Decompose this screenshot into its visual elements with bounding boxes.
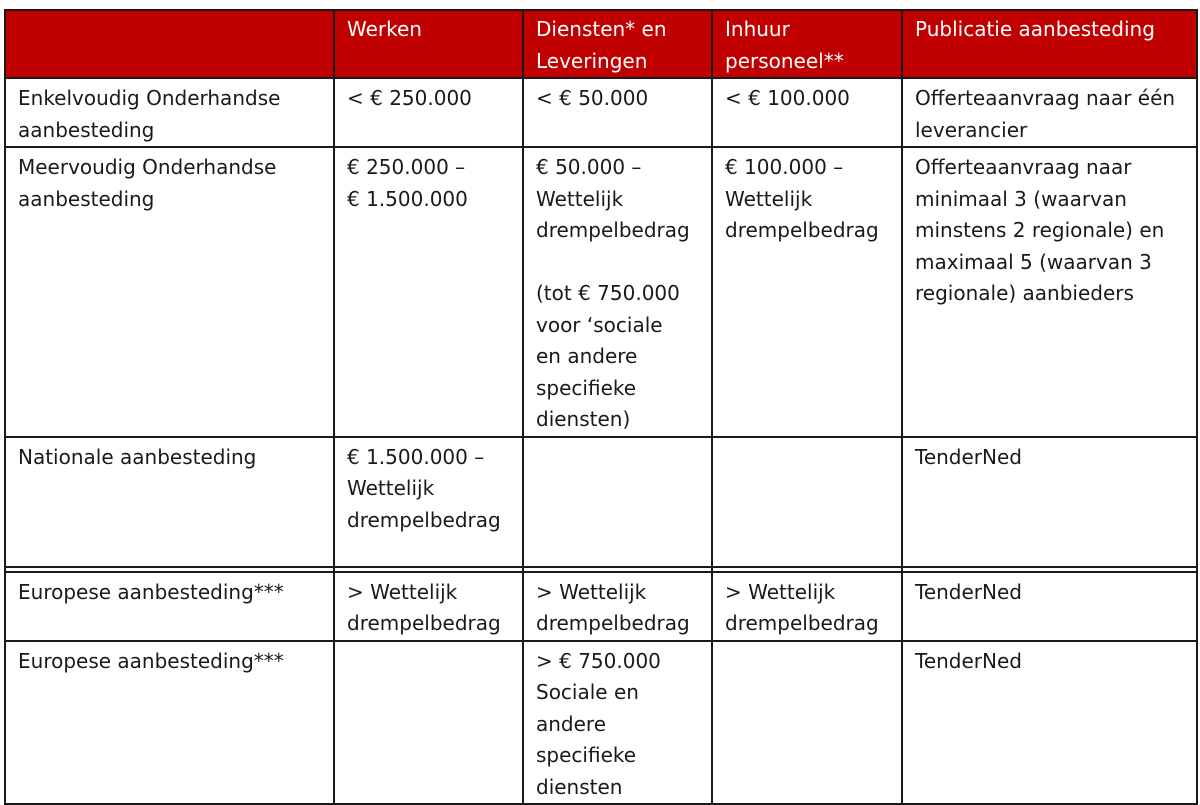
cell-werken [334, 78, 523, 147]
header-cell-diensten [523, 10, 712, 78]
cell-diensten [523, 437, 712, 567]
cell-inhuur-text: € 100.000 – Wettelijk drempelbedrag [725, 155, 879, 242]
header-label-werken: Werken [347, 17, 422, 41]
cell-type [5, 641, 334, 805]
procurement-thresholds-table [4, 9, 1198, 805]
header-label-publicatie: Publicatie aanbesteding [915, 17, 1155, 41]
cell-type-text: Enkelvoudig Onderhandse aanbesteding [18, 86, 281, 142]
cell-diensten-text: < € 50.000 [536, 86, 649, 110]
cell-publicatie [902, 641, 1197, 805]
cell-type [5, 147, 334, 437]
cell-werken-text: € 1.500.000 – Wettelijk drempelbedrag [347, 444, 501, 532]
header-label-inhuur: Inhuur personeel** [725, 17, 844, 73]
cell-type [5, 78, 334, 147]
cell-type-text: Meervoudig Onderhandse aanbesteding [18, 155, 277, 211]
cell-publicatie [902, 78, 1197, 147]
cell-werken-text: € 250.000 – € 1.500.000 [347, 155, 468, 211]
cell-inhuur-text: < € 100.000 [725, 86, 850, 110]
table-row [5, 78, 1197, 147]
cell-publicatie [902, 147, 1197, 437]
cell-type [5, 437, 334, 567]
table-row [5, 572, 1197, 641]
cell-inhuur [712, 147, 902, 437]
cell-werken-text: > Wettelijk drempelbedrag [347, 579, 501, 635]
table-row [5, 437, 1197, 567]
cell-type [5, 572, 334, 641]
cell-type-text: Europese aanbesteding*** [18, 648, 284, 673]
cell-diensten [523, 78, 712, 147]
cell-inhuur [712, 641, 902, 805]
cell-werken [334, 437, 523, 567]
table-body [5, 78, 1197, 804]
cell-diensten [523, 641, 712, 805]
cell-publicatie-text: TenderNed [915, 648, 1022, 673]
table-row [5, 147, 1197, 437]
cell-werken-text: < € 250.000 [347, 86, 472, 110]
cell-type-text: Nationale aanbesteding [18, 444, 257, 469]
cell-inhuur [712, 437, 902, 567]
cell-publicatie [902, 572, 1197, 641]
cell-diensten [523, 147, 712, 437]
cell-werken [334, 572, 523, 641]
table-header [5, 10, 1197, 78]
cell-diensten [523, 572, 712, 641]
cell-publicatie-text: Offerteaanvraag naar één leverancier [915, 86, 1176, 142]
header-cell-publicatie [902, 10, 1197, 78]
cell-publicatie-text: TenderNed [915, 444, 1022, 469]
cell-publicatie [902, 437, 1197, 567]
cell-publicatie-text: Offerteaanvraag naar minimaal 3 (waarvan minstens 2 regionale) en maximaal 5 (waarvan 3 regionale) aanbieders [915, 155, 1165, 305]
procurement-thresholds-table-wrapper [4, 9, 1196, 805]
cell-inhuur [712, 572, 902, 641]
header-cell-empty [5, 10, 334, 78]
cell-diensten-text: € 50.000 – Wettelijk drempelbedrag (tot € 750.000 voor ‘sociale en andere specifieke diensten) [536, 155, 690, 431]
header-label-diensten: Diensten* en Leveringen [536, 17, 667, 73]
cell-type-text: Europese aanbesteding*** [18, 579, 284, 604]
cell-diensten-text: > € 750.000 Sociale en andere specifieke diensten [536, 648, 661, 799]
cell-werken [334, 641, 523, 805]
cell-publicatie-text: TenderNed [915, 579, 1022, 604]
cell-inhuur [712, 78, 902, 147]
header-cell-inhuur [712, 10, 902, 78]
table-row [5, 641, 1197, 805]
header-cell-werken [334, 10, 523, 78]
cell-werken [334, 147, 523, 437]
cell-diensten-text: > Wettelijk drempelbedrag [536, 579, 690, 635]
cell-inhuur-text: > Wettelijk drempelbedrag [725, 579, 879, 635]
header-row [5, 10, 1197, 78]
